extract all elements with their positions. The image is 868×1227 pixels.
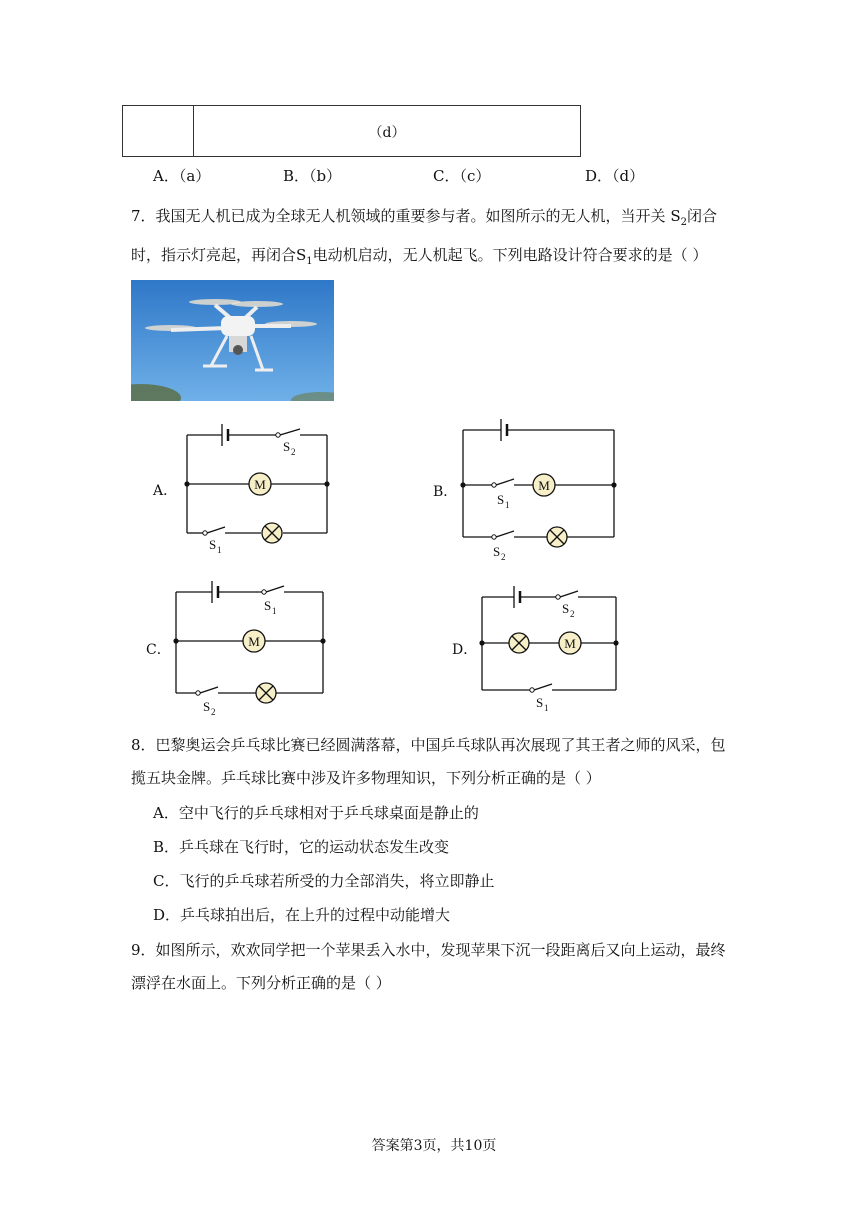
q6-option-d: D．（d） <box>585 167 645 185</box>
circuit-label-a: A． <box>153 483 178 499</box>
svg-text:1: 1 <box>544 703 549 713</box>
q6-option-b: B．（b） <box>283 167 342 185</box>
lamp-icon <box>509 633 529 653</box>
q9-stem-line1: 9．如图所示，欢欢同学把一个苹果丢入水中，发现苹果下沉一段距离后又向上运动，最终 <box>131 941 726 959</box>
lamp-icon <box>256 683 276 703</box>
q7-stem-line2: 时，指示灯亮起，再闭合$S_1$电动机启动，无人机起飞。下列电路设计符合要求的是（ ） <box>131 246 708 267</box>
svg-text:1: 1 <box>272 606 277 616</box>
q8-option-c: C．飞行的乒乓球若所受的力全部消失，将立即静止 <box>153 872 495 890</box>
svg-text:S: S <box>203 699 211 714</box>
page-footer: 答案第3页，共10页 <box>371 1138 497 1154</box>
circuit-label-b: B． <box>433 484 458 500</box>
svg-text:2: 2 <box>501 552 506 562</box>
svg-text:S: S <box>493 544 501 559</box>
q8-option-b: B．乒乓球在飞行时，它的运动状态发生改变 <box>153 838 450 856</box>
lamp-icon <box>547 527 567 547</box>
circuit-c <box>166 575 336 720</box>
lamp-icon <box>262 523 282 543</box>
svg-text:M: M <box>538 478 550 493</box>
drone-photo <box>131 280 334 401</box>
circuit-d <box>474 580 629 720</box>
q8-option-d: D．乒乓球拍出后，在上升的过程中动能增大 <box>153 906 451 924</box>
svg-text:M: M <box>248 634 260 649</box>
q9-stem-line2: 漂浮在水面上。下列分析正确的是（ ） <box>131 974 391 992</box>
svg-text:S: S <box>562 601 570 616</box>
q6-option-c: C．（c） <box>433 167 491 185</box>
q8-option-a: A．空中飞行的乒乓球相对于乒乓球桌面是静止的 <box>153 804 479 822</box>
q7-stem-line1: 7．我国无人机已成为全球无人机领域的重要参与者。如图所示的无人机，当开关 $S_2$闭合 <box>131 207 718 228</box>
switch-s2-contact <box>276 433 280 437</box>
circuit-label-c: C． <box>146 642 171 658</box>
answer-table <box>122 105 581 157</box>
circuit-b <box>455 413 625 568</box>
table-cell-d: （d） <box>368 125 406 141</box>
circuit-a <box>175 418 340 563</box>
svg-text:2: 2 <box>211 707 216 717</box>
svg-text:M: M <box>564 636 576 651</box>
svg-text:1: 1 <box>505 500 510 510</box>
svg-text:2: 2 <box>570 609 575 619</box>
q6-option-a: A．（a） <box>153 167 211 185</box>
svg-text:M: M <box>254 477 266 492</box>
svg-text:S: S <box>209 537 217 552</box>
circuit-label-d: D． <box>452 642 478 658</box>
svg-text:S: S <box>264 598 272 613</box>
svg-text:S: S <box>536 695 544 710</box>
q8-stem-line2: 揽五块金牌。乒乓球比赛中涉及许多物理知识，下列分析正确的是（ ） <box>131 769 601 787</box>
svg-text:S: S <box>283 439 291 454</box>
svg-text:1: 1 <box>217 545 222 555</box>
svg-text:2: 2 <box>291 447 296 457</box>
svg-text:S: S <box>497 492 505 507</box>
q8-stem-line1: 8．巴黎奥运会乒乓球比赛已经圆满落幕，中国乒乓球队再次展现了其王者之师的风采，包 <box>131 736 726 754</box>
